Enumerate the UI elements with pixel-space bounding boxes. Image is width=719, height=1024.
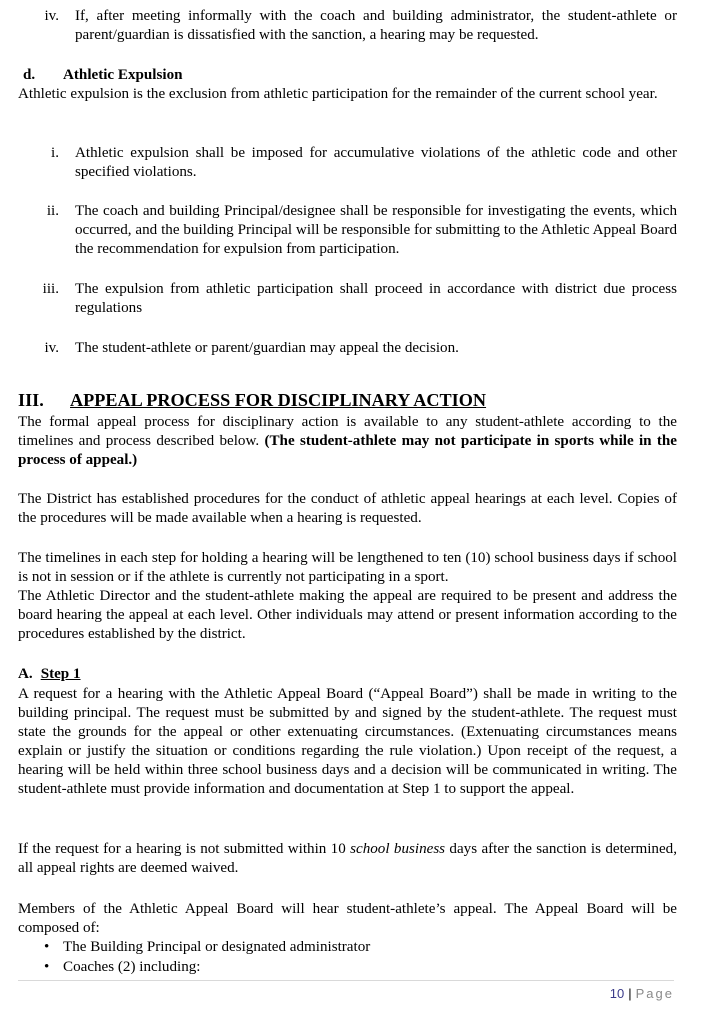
bullet-text: Coaches (2) including: (63, 959, 201, 975)
list-item-text: Athletic expulsion shall be imposed for accumulative violations of the athletic code and other specified violations. (75, 145, 677, 180)
list-number: i. (51, 145, 59, 161)
subsection-title: Athletic Expulsion (63, 67, 183, 83)
list-item-text: The coach and building Principal/designee shall be responsible for investigating the events, which occurred, and the building Principal will be responsible for submitting to the Athletic Appeal Board the recommendation for expulsion from participation. (75, 203, 677, 257)
step-heading (18, 665, 81, 684)
step-letter: A. (18, 666, 33, 682)
list-number: ii. (46, 203, 59, 219)
footer-divider (18, 980, 674, 981)
paragraph-text: If the request for a hearing is not submitted within 10 (18, 841, 351, 857)
paragraph-bold-text: (The student-athlete may not participate in sports while in the process of appeal.) (18, 433, 677, 468)
section-paragraph: The timelines in each step for holding a hearing will be lengthened to ten (10) school business days if school is not in session or if the athlete is currently not participating in a sport. (18, 550, 677, 585)
list-number: iv. (44, 340, 59, 356)
bullet-item (44, 958, 201, 977)
bullet-text: The Building Principal or designated administrator (63, 939, 371, 955)
list-number: iv. (44, 8, 59, 24)
paragraph-text: The formal appeal process for disciplinary action is available to any student-athlete according to the timelines and process described below. (18, 414, 677, 449)
list-item-text: If, after meeting informally with the coach and building administrator, the student-athlete or parent/guardian is dissatisfied with the sanction, a hearing may be requested. (75, 8, 677, 43)
subsection-heading (23, 66, 183, 85)
list-number: iii. (42, 281, 59, 297)
step-paragraph (18, 840, 677, 878)
paragraph-italic-text: school business (350, 841, 446, 857)
bullet-icon: • (44, 939, 50, 955)
section-title: APPEAL PROCESS FOR DISCIPLINARY ACTION (70, 390, 487, 410)
step-title: Step 1 (40, 666, 81, 682)
section-paragraph: The Athletic Director and the student-athlete making the appeal are required to be present and address the board hearing the appeal at each level. Other individuals may attend or present information according to the procedures established by the district. (18, 588, 677, 642)
section-heading (18, 389, 486, 411)
bullet-item (44, 938, 370, 957)
section-paragraph (18, 413, 677, 470)
page-footer (610, 984, 674, 1003)
subsection-intro: Athletic expulsion is the exclusion from athletic participation for the remainder of the current school year. (18, 86, 658, 102)
bullet-icon: • (44, 959, 50, 975)
list-item-text: The student-athlete or parent/guardian may appeal the decision. (75, 340, 459, 356)
paragraph-text: days after the sanction is determined, all appeal rights are deemed waived. (18, 841, 677, 876)
step-paragraph: Members of the Athletic Appeal Board will hear student-athlete’s appeal. The Appeal Board will be composed of: (18, 901, 677, 936)
footer-separator: | (628, 986, 632, 1001)
list-item-text: The expulsion from athletic participation shall proceed in accordance with district due process regulations (75, 281, 677, 316)
step-paragraph: A request for a hearing with the Athletic Appeal Board (“Appeal Board”) shall be made in writing to the building principal. The request must be submitted by and signed by the student-athlete. The request must state the grounds for the appeal or other extenuating circumstances. (Extenuating circumstances means explain or justify the situation or conditions regarding the rule violation.) Upon receipt of the request, a hearing will be held within three school business days and a decision will be communicated in writing. The student-athlete must provide information and documentation at Step 1 to support the appeal. (18, 686, 677, 797)
page-label: Page (635, 986, 674, 1001)
subsection-letter: d. (23, 67, 36, 83)
section-number: III. (18, 390, 44, 410)
section-paragraph: The District has established procedures for the conduct of athletic appeal hearings at each level. Copies of the procedures will be made available when a hearing is requested. (18, 491, 677, 526)
page-number: 10 (609, 986, 625, 1001)
